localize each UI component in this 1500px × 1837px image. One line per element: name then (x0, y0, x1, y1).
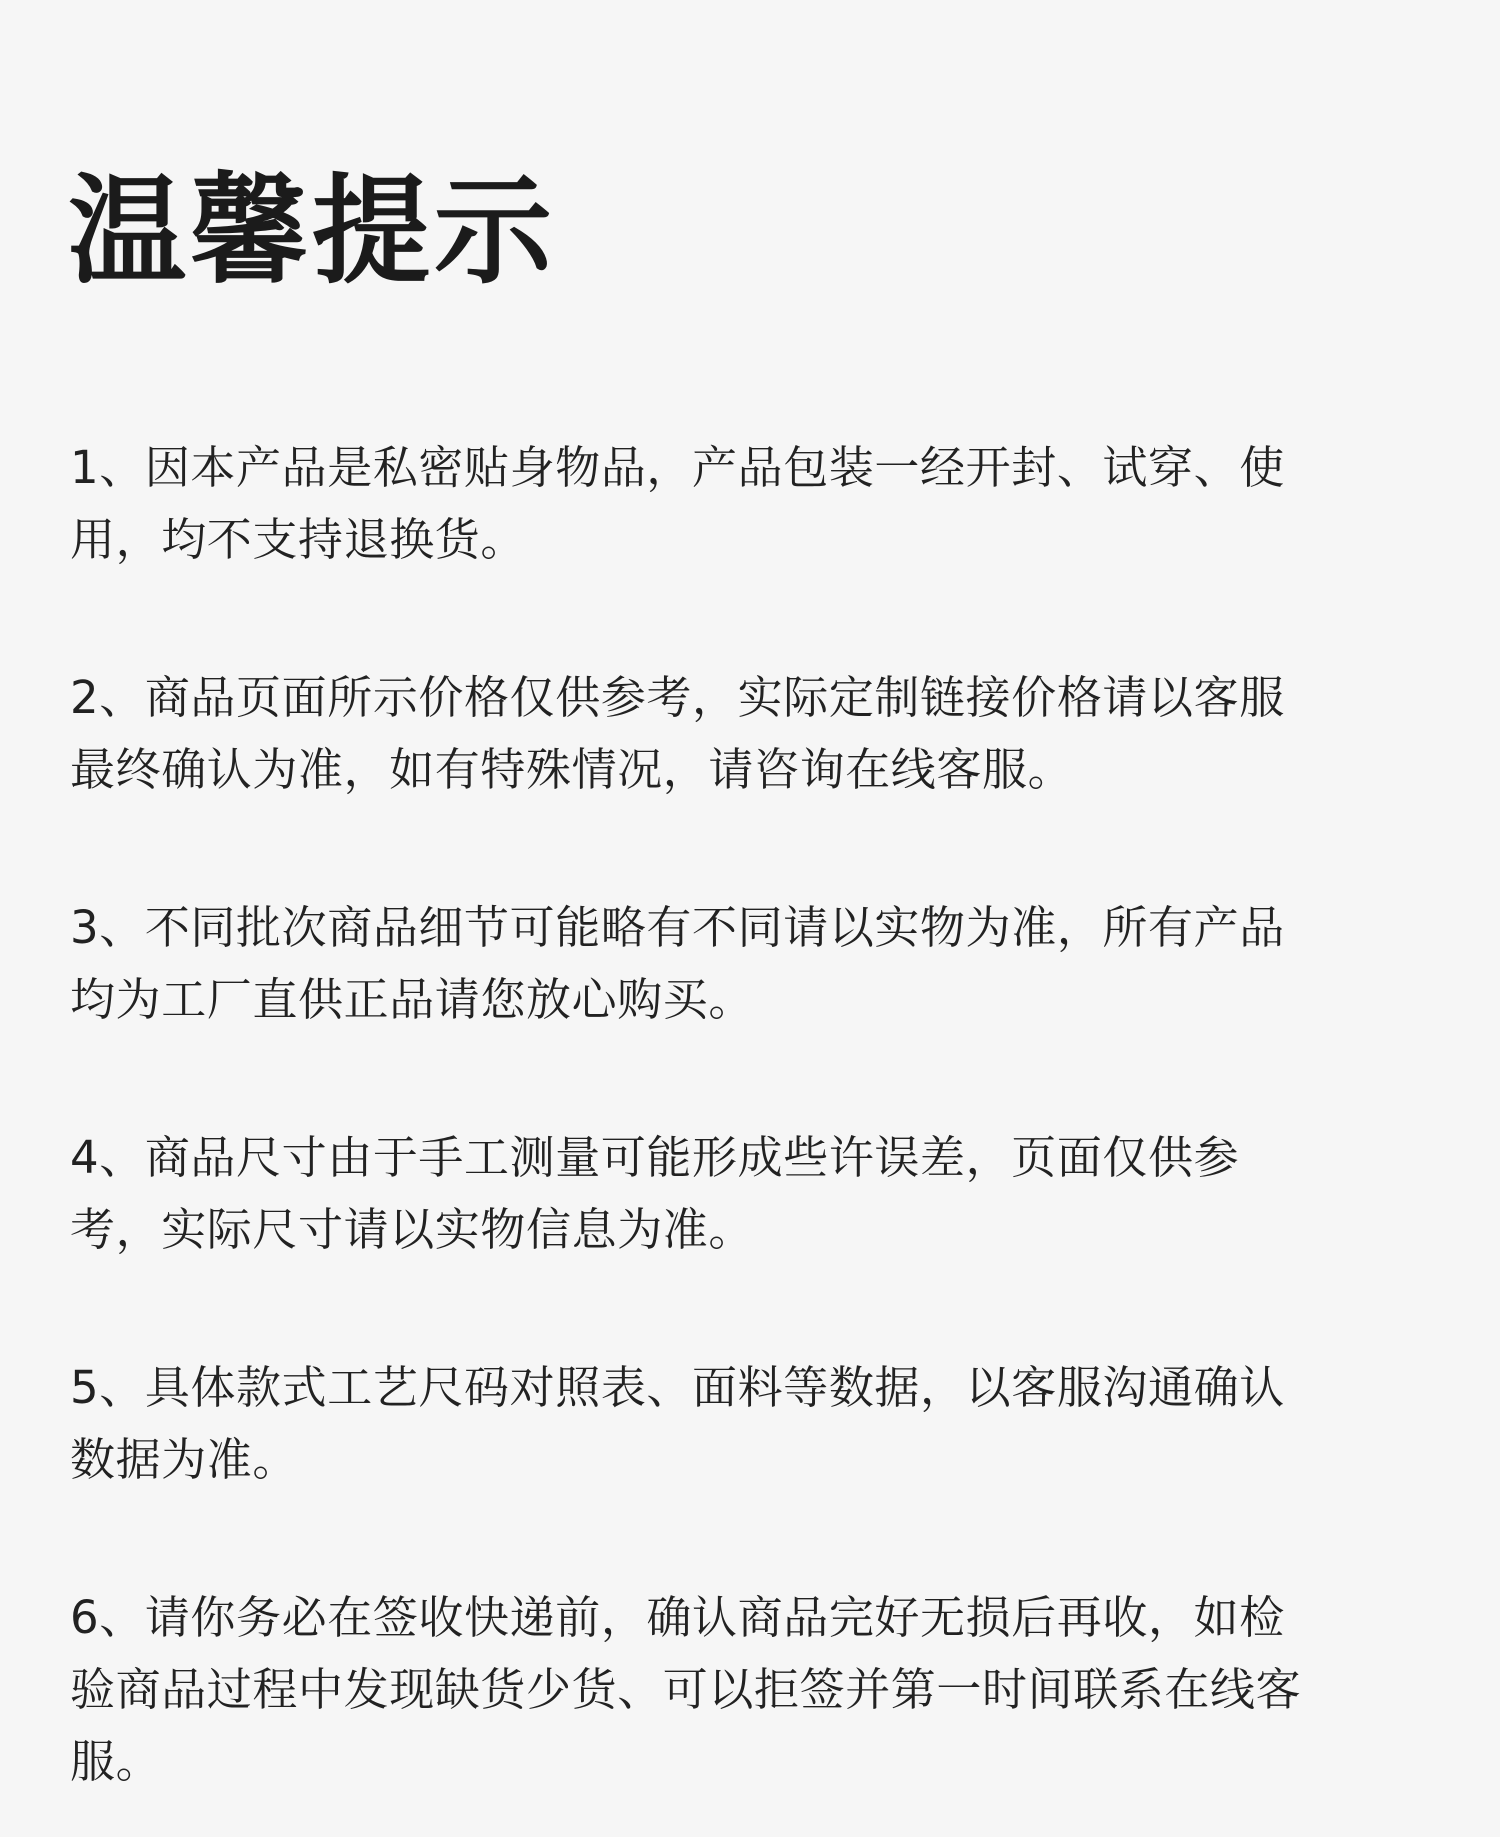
notice-item-2: 2、商品页面所示价格仅供参考，实际定制链接价格请以客服最终确认为准，如有特殊情况，请咨询在线客服。 (70, 671, 1285, 796)
notice-item-4: 4、商品尺寸由于手工测量可能形成些许误差，页面仅供参考，实际尺寸请以实物信息为准。 (70, 1131, 1240, 1256)
notice-item-5: 5、具体款式工艺尺码对照表、面料等数据，以客服沟通确认数据为准。 (70, 1361, 1285, 1486)
notice-item-3: 3、不同批次商品细节可能略有不同请以实物为准，所有产品均为工厂直供正品请您放心购买。 (70, 901, 1285, 1026)
notice-list (70, 432, 1330, 1798)
notice-item-1: 1、因本产品是私密贴身物品，产品包装一经开封、试穿、使用，均不支持退换货。 (70, 441, 1285, 566)
notice-item-6: 6、请你务必在签收快递前，确认商品完好无损后再收，如检验商品过程中发现缺货少货、可以拒签并第一时间联系在线客服。 (70, 1591, 1302, 1788)
page-title: 温馨提示 (68, 162, 557, 300)
